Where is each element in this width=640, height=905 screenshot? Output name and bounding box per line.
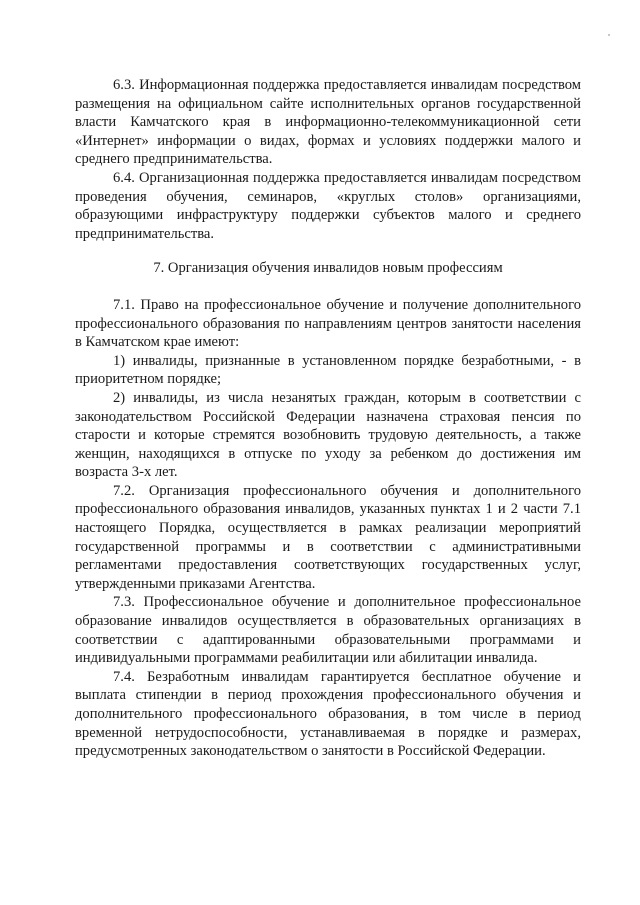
document-body xyxy=(75,76,581,761)
list-item-2: 2) инвалиды, из числа незанятых граждан, которым в соответствии с законодательством Российской Федерации назначена страховая пенсия по старости и которые стремятся возобновить трудовую деятельность, а также женщин, находящихся в отпуске по уходу за ребенком до достижения им возраста 3-х лет. xyxy=(75,389,581,481)
paragraph-7-3: 7.3. Профессиональное обучение и дополнительное профессиональное образование инвалидов осуществляется в образовательных организациях в соответствии с адаптированными образовательными программами и индивидуальными программами реабилитации или абилитации инвалида. xyxy=(75,594,581,667)
list-item-1: 1) инвалиды, признанные в установленном порядке безработными, - в приоритетном порядке; xyxy=(75,352,581,388)
paragraph-6-3: 6.3. Информационная поддержка предоставляется инвалидам посредством размещения на официальном сайте исполнительных органов государственной власти Камчатского края в информационно-телекоммуникационной сети «Интернет» информации о видах, формах и условиях поддержки малого и среднего предпринимательства. xyxy=(75,77,581,168)
paragraph-6-4: 6.4. Организационная поддержка предоставляется инвалидам посредством проведения обучения, семинаров, «круглых столов» организациями, образующими инфраструктуру поддержки субъектов малого и среднего предпринимательства. xyxy=(75,169,581,242)
paragraph-7-2: 7.2. Организация профессионального обучения и дополнительного профессионального образования инвалидов, указанных пунктах 1 и 2 части 7.1 настоящего Порядка, осуществляется в рамках реализации мероприятий государственной программы и в соответствии с административными регламентами предоставления соответствующих государственных услуг, утвержденными приказами Агентства. xyxy=(75,482,581,592)
paragraph-7-4: 7.4. Безработным инвалидам гарантируется бесплатное обучение и выплата стипендии в период прохождения профессионального обучения и дополнительного профессионального образования, в том числе в период временной нетрудоспособности, устанавливаемая в порядке и размерах, предусмотренных законодательством о занятости в Российской Федерации. xyxy=(75,668,581,760)
scan-speck xyxy=(608,34,610,36)
paragraph-7-1: 7.1. Право на профессиональное обучение и получение дополнительного профессионального образования по направлениям центров занятости населения в Камчатском крае имеют: xyxy=(75,296,581,351)
section-heading: 7. Организация обучения инвалидов новым профессиям xyxy=(153,260,503,277)
